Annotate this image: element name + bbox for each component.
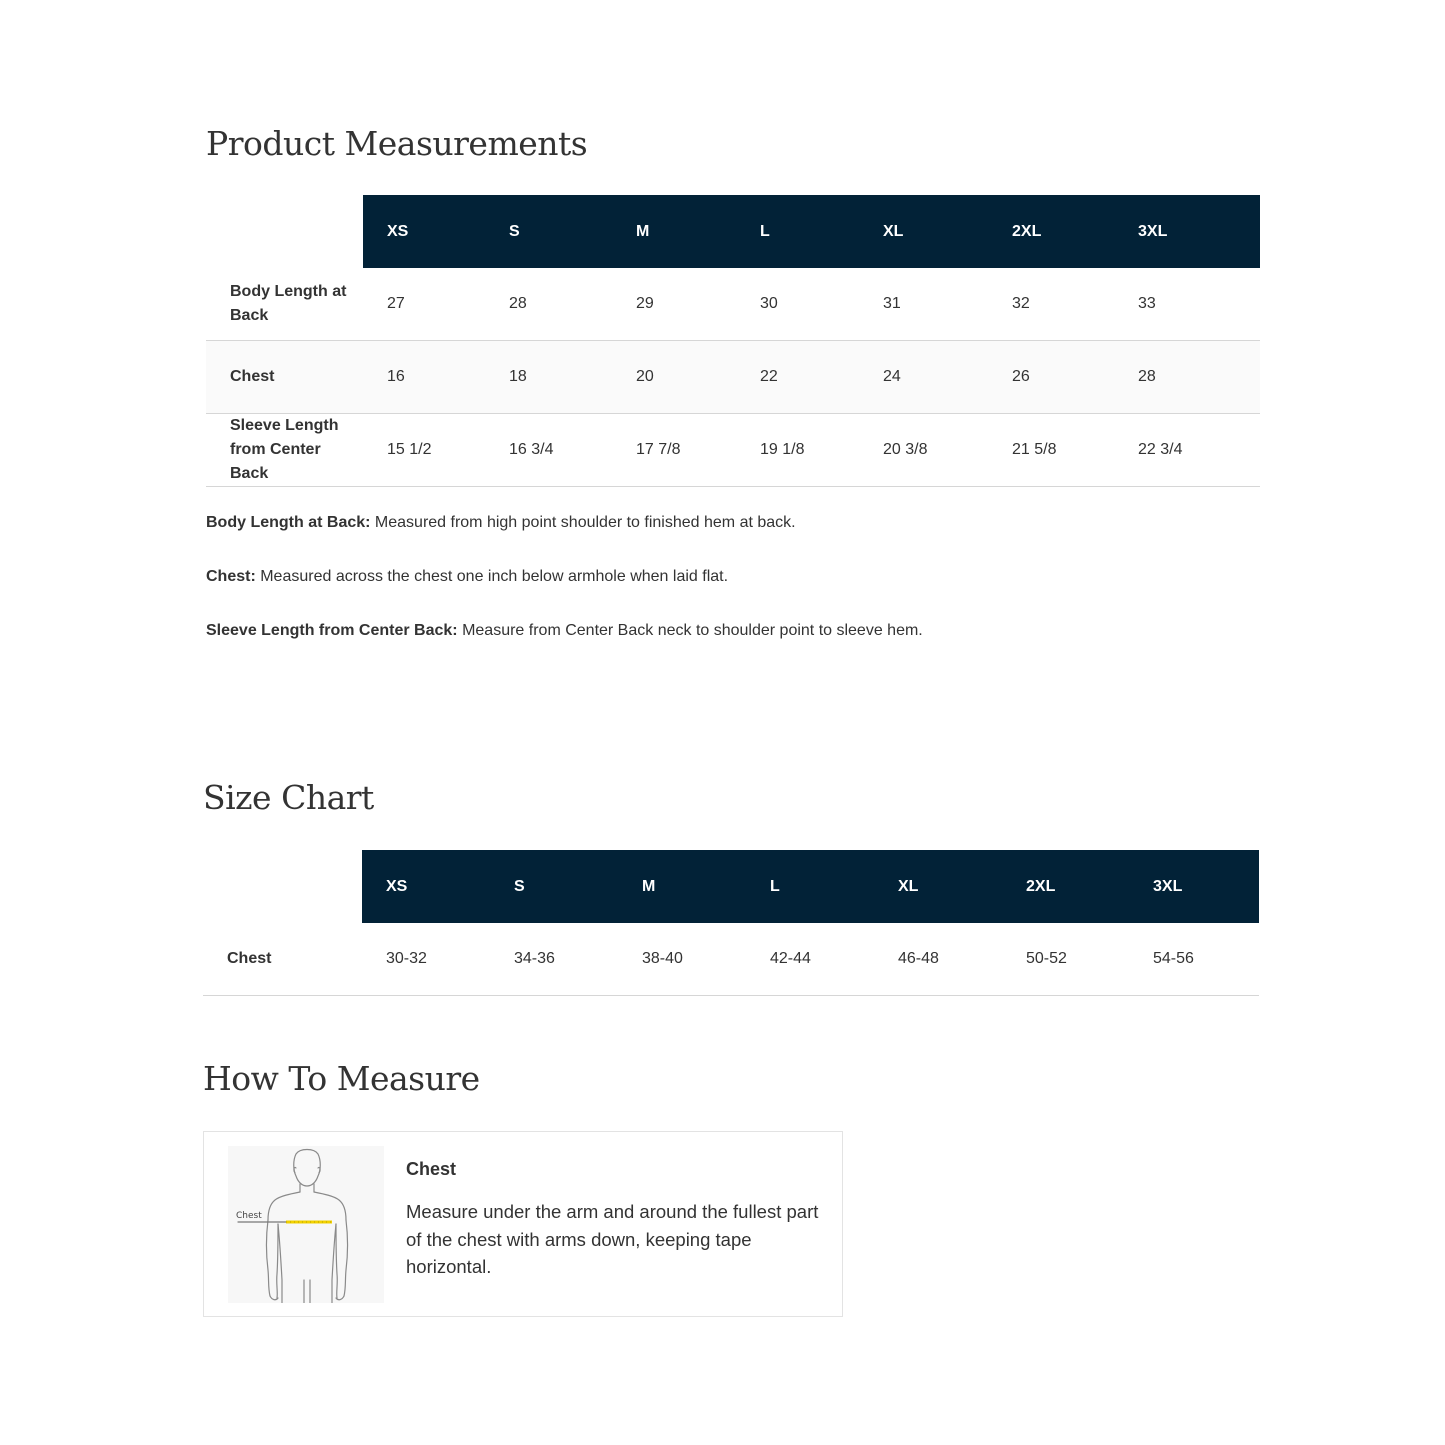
measure-card-title: Chest <box>406 1159 457 1179</box>
size-header-l: L <box>746 850 874 923</box>
table-cell: 22 3/4 <box>1114 414 1260 487</box>
table-cell: 32 <box>988 268 1114 341</box>
row-label-chest: Chest <box>206 341 363 414</box>
how-to-measure-title: How To Measure <box>203 1059 480 1098</box>
table-header-row <box>206 195 1260 268</box>
table-cell: 20 <box>612 341 736 414</box>
size-chart-title: Size Chart <box>203 778 374 817</box>
figure-chest-label: Chest <box>236 1211 262 1221</box>
table-cell: 27 <box>363 268 485 341</box>
table-cell: 34-36 <box>490 923 618 996</box>
note-sleeve-length <box>206 622 923 640</box>
table-cell: 28 <box>485 268 612 341</box>
product-measurements-title: Product Measurements <box>206 124 588 163</box>
table-cell: 15 1/2 <box>363 414 485 487</box>
note-body-length <box>206 514 796 532</box>
table-cell: 18 <box>485 341 612 414</box>
chest-measurement-figure <box>228 1146 384 1303</box>
table-cell: 30-32 <box>362 923 490 996</box>
table-cell: 54-56 <box>1129 923 1259 996</box>
table-cell: 31 <box>859 268 988 341</box>
body-outline-illustration <box>228 1146 384 1303</box>
size-header-xs: XS <box>363 195 485 268</box>
size-header-2xl: 2XL <box>1002 850 1129 923</box>
size-header-3xl: 3XL <box>1129 850 1259 923</box>
table-cell: 20 3/8 <box>859 414 988 487</box>
table-cell: 24 <box>859 341 988 414</box>
size-header-2xl: 2XL <box>988 195 1114 268</box>
size-header-3xl: 3XL <box>1114 195 1260 268</box>
table-row <box>203 923 1259 996</box>
table-cell: 19 1/8 <box>736 414 859 487</box>
size-chart-table <box>203 850 1259 996</box>
size-header-s: S <box>485 195 612 268</box>
table-header-row <box>203 850 1259 923</box>
size-header-xl: XL <box>874 850 1002 923</box>
note-term: Sleeve Length from Center Back: <box>206 622 458 639</box>
table-cell: 33 <box>1114 268 1260 341</box>
table-cell: 38-40 <box>618 923 746 996</box>
table-cell: 21 5/8 <box>988 414 1114 487</box>
table-cell: 16 <box>363 341 485 414</box>
note-text: Measure from Center Back neck to shoulder point to sleeve hem. <box>457 622 923 639</box>
table-cell: 29 <box>612 268 736 341</box>
table-cell: 17 7/8 <box>612 414 736 487</box>
table-cell: 28 <box>1114 341 1260 414</box>
table-cell: 46-48 <box>874 923 1002 996</box>
size-header-s: S <box>490 850 618 923</box>
table-cell: 26 <box>988 341 1114 414</box>
measure-card-chest <box>203 1131 843 1317</box>
size-header-xl: XL <box>859 195 988 268</box>
table-cell: 16 3/4 <box>485 414 612 487</box>
table-cell: 30 <box>736 268 859 341</box>
table-row <box>206 341 1260 414</box>
header-corner-cell <box>203 850 362 923</box>
row-label-sleeve-length: Sleeve Length from Center Back <box>206 414 363 487</box>
size-header-m: M <box>618 850 746 923</box>
table-row <box>206 414 1260 487</box>
note-chest <box>206 568 728 586</box>
measure-card-description: Measure under the arm and around the fullest part of the chest with arms down, keeping tape horizontal. <box>406 1201 819 1277</box>
product-measurements-table <box>206 195 1260 487</box>
size-header-l: L <box>736 195 859 268</box>
table-cell: 22 <box>736 341 859 414</box>
note-term: Chest: <box>206 568 256 585</box>
header-corner-cell <box>206 195 363 268</box>
size-header-m: M <box>612 195 736 268</box>
size-header-xs: XS <box>362 850 490 923</box>
table-cell: 50-52 <box>1002 923 1129 996</box>
note-term: Body Length at Back: <box>206 514 371 531</box>
note-text: Measured from high point shoulder to finished hem at back. <box>370 514 796 531</box>
row-label-chest: Chest <box>203 923 362 996</box>
table-row <box>206 268 1260 341</box>
row-label-body-length: Body Length at Back <box>206 268 363 341</box>
table-cell: 42-44 <box>746 923 874 996</box>
note-text: Measured across the chest one inch below armhole when laid flat. <box>255 568 729 585</box>
